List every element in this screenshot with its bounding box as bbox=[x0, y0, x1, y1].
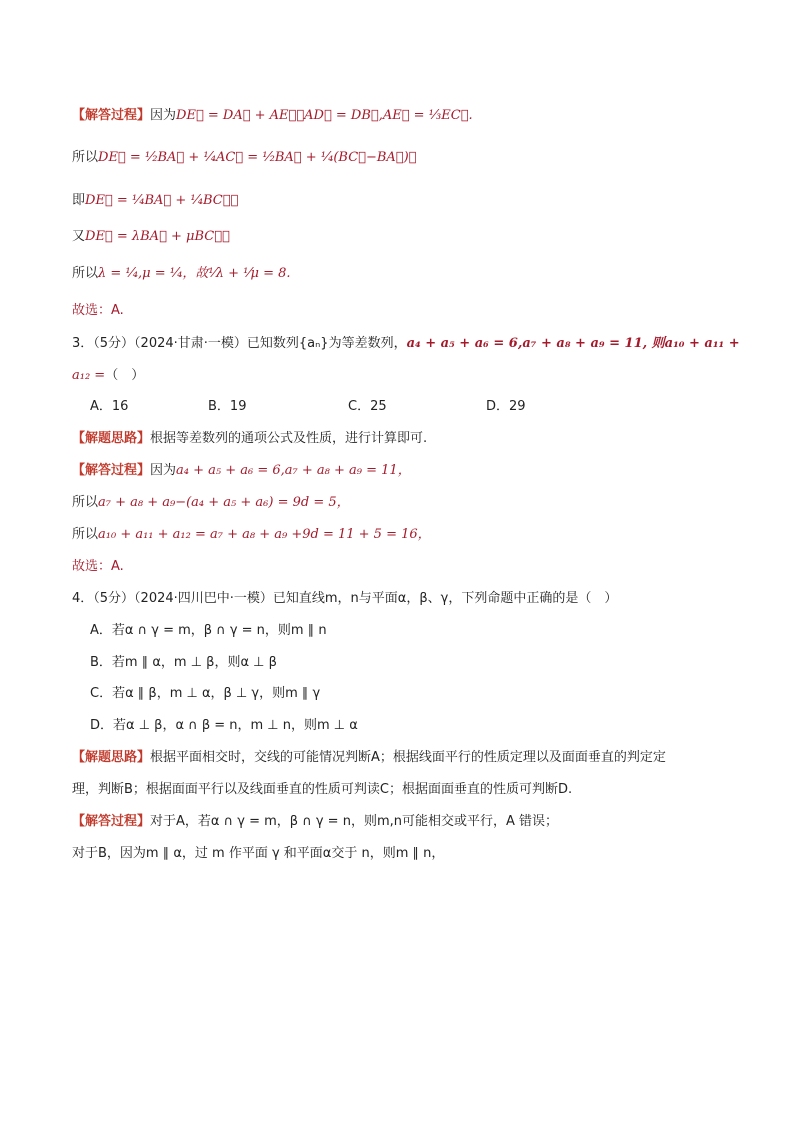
text: （ ） bbox=[105, 368, 145, 383]
text: 故选：A. bbox=[72, 559, 124, 574]
derivation-line bbox=[72, 264, 291, 284]
option-b: B．19 bbox=[208, 399, 247, 414]
answer-process-2 bbox=[72, 461, 411, 481]
option-d: D．若α ⊥ β，α ∩ β = n，m ⊥ n，则m ⊥ α bbox=[90, 718, 358, 733]
text: 根据平面相交时，交线的可能情况判断A；根据线面平行的性质定理以及面面垂直的判定定 bbox=[150, 750, 666, 765]
text: 因为 bbox=[150, 108, 177, 123]
solution-idea bbox=[72, 429, 427, 449]
option-c: C．25 bbox=[348, 399, 387, 414]
text: 根据等差数列的通项公式及性质，进行计算即可. bbox=[150, 431, 428, 446]
solution-idea-cont bbox=[72, 780, 572, 800]
section-tag: 【解答过程】 bbox=[72, 108, 151, 123]
answer-process-1 bbox=[72, 106, 473, 126]
text: 理，判断B；根据面面平行以及线面垂直的性质可判读C；根据面面垂直的性质可判断D. bbox=[72, 782, 573, 797]
text: 所以 bbox=[72, 150, 99, 165]
formula: a₁₀ + a₁₁ + a₁₂ = a₇ + a₈ + a₉ +9d = 11 + 5 = 16， bbox=[98, 527, 431, 542]
section-tag: 【解答过程】 bbox=[72, 814, 151, 829]
text: 对于A，若α ∩ γ = m，β ∩ γ = n，则m,n可能相交或平行，A 错误； bbox=[150, 814, 558, 829]
text: 所以 bbox=[72, 527, 99, 542]
formula: λ = ¹⁄₄,μ = ¹⁄₄，故¹⁄λ + ¹⁄μ = 8. bbox=[98, 266, 291, 281]
option-a: A．16 bbox=[90, 399, 129, 414]
text: 所以 bbox=[72, 495, 99, 510]
derivation-line bbox=[72, 493, 350, 513]
option-a: A．若α ∩ γ = m，β ∩ γ = n，则m ∥ n bbox=[90, 623, 327, 638]
text: 对于B，因为m ∥ α，过 m 作平面 γ 和平面α交于 n，则m ∥ n， bbox=[72, 846, 445, 861]
derivation-line bbox=[72, 227, 230, 247]
formula: DE⃗ = λBA⃗ + μBC⃗， bbox=[85, 229, 230, 244]
question-3-cont bbox=[72, 366, 144, 386]
formula: a₄ + a₅ + a₆ = 6,a₇ + a₈ + a₉ = 11, 则a₁₀ + a₁₁ + bbox=[406, 336, 740, 351]
formula: DE⃗ = ¹⁄₂BA⃗ + ¹⁄₄AC⃗ = ¹⁄₂BA⃗ + ¹⁄₄(BC⃗−BA⃗)， bbox=[98, 150, 417, 165]
formula: DE⃗ = DA⃗ + AE⃗，AD⃗ = DB⃗,AE⃗ = ¹⁄₃EC⃗. bbox=[176, 108, 473, 123]
text: 因为 bbox=[150, 463, 177, 478]
question-text: 3．（5分）（2024·甘肃·一模）已知数列{aₙ}为等差数列， bbox=[72, 336, 407, 351]
text: 又 bbox=[72, 229, 86, 244]
text: 即 bbox=[72, 193, 86, 208]
option-b: B．若m ∥ α，m ⊥ β，则α ⊥ β bbox=[90, 655, 277, 670]
question-3 bbox=[72, 334, 740, 354]
option-c: C．若α ∥ β，m ⊥ α，β ⊥ γ，则m ∥ γ bbox=[90, 686, 321, 701]
solution-idea bbox=[72, 748, 666, 768]
question-text: 4．（5分）（2024·四川巴中·一模）已知直线m，n与平面α，β、γ，下列命题中正确的是（ ） bbox=[72, 591, 618, 606]
section-tag: 【解题思路】 bbox=[72, 750, 151, 765]
derivation-line bbox=[72, 525, 431, 545]
text: 故选：A. bbox=[72, 303, 124, 318]
answer-choice bbox=[72, 301, 124, 321]
question-4 bbox=[72, 589, 617, 609]
formula: a₁₂ = bbox=[72, 368, 106, 383]
formula: DE⃗ = ¹⁄₄BA⃗ + ¹⁄₄BC⃗， bbox=[85, 193, 239, 208]
formula: a₇ + a₈ + a₉−(a₄ + a₅ + a₆) = 9d = 5， bbox=[98, 495, 350, 510]
section-tag: 【解答过程】 bbox=[72, 463, 151, 478]
option-d: D．29 bbox=[486, 399, 526, 414]
formula: a₄ + a₅ + a₆ = 6,a₇ + a₈ + a₉ = 11， bbox=[176, 463, 411, 478]
derivation-line bbox=[72, 148, 416, 168]
answer-choice bbox=[72, 557, 124, 577]
derivation-line bbox=[72, 191, 238, 211]
derivation-line bbox=[72, 844, 444, 864]
section-tag: 【解题思路】 bbox=[72, 431, 151, 446]
answer-process-3 bbox=[72, 812, 558, 832]
text: 所以 bbox=[72, 266, 99, 281]
